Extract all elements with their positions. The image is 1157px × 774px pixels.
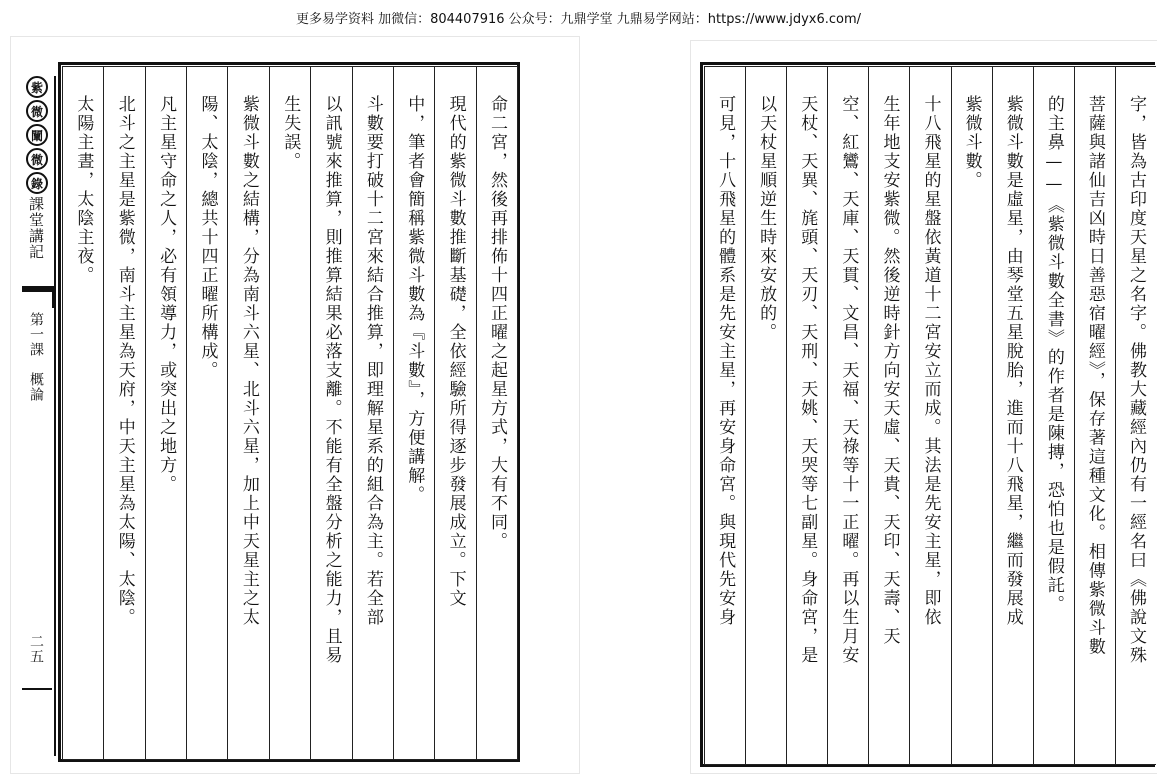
text-column: 的主鼻——《紫微斗數全書》的作者是陳摶，恐怕也是假託。: [1033, 67, 1074, 764]
page-number-rule: [22, 688, 52, 690]
text-column: 可見，十八飛星的體系是先安主星，再安身命宮。與現代先安身: [715, 95, 736, 627]
text-column: 凡主星守命之人，必有領導力，或突出之地方。: [145, 67, 186, 759]
book-title-seals: [26, 76, 48, 194]
text-column: 十八飛星的星盤依黃道十二宮安立而成。其法是先安主星，即依: [909, 67, 950, 764]
text-column: 紫微斗數。: [951, 67, 992, 764]
text-column: 以天杖星順逆生時來安放的。: [745, 67, 786, 764]
text-column: 命二宮，然後再排佈十四正曜之起星方式，大有不同。: [476, 67, 517, 759]
seal-char: 微: [26, 100, 48, 122]
seal-char: 錄: [26, 172, 48, 194]
chapter-title: 第一課 概論: [28, 312, 44, 402]
text-column: 中，筆者會簡稱紫微斗數為『斗數』，方便講解。: [393, 67, 434, 759]
text-column: 北斗之主星是紫微，南斗主星為天府，中天主星為太陽、太陰。: [103, 67, 144, 759]
seal-char: 闡: [26, 124, 48, 146]
text-column: 生失誤。: [269, 67, 310, 759]
text-column: 空、紅鸞、天庫、天貫、文昌、天福、天祿等十一正曜。再以生月安: [827, 67, 868, 764]
seal-char: 微: [26, 148, 48, 170]
text-column: 生年地支安紫微。然後逆時針方向安天虛、天貴、天印、天壽、天: [868, 67, 909, 764]
page-number: 二五: [28, 634, 44, 664]
text-column: 菩薩與諸仙吉凶時日善惡宿曜經》，保存著這種文化。相傳紫微斗數: [1074, 67, 1115, 764]
seal-char: 紫: [26, 76, 48, 98]
text-column: 以訊號來推算，則推算結果必落支離。不能有全盤分析之能力，且易: [310, 67, 351, 759]
course-title: 課堂講記: [27, 196, 45, 260]
left-text-block: [62, 66, 518, 760]
margin-rule: [54, 76, 56, 756]
text-column: 紫微斗數是虛星，由琴堂五星脫胎，進而十八飛星，繼而發展成: [992, 67, 1033, 764]
chapter-tab: [22, 286, 55, 308]
text-column: 太陽主晝，太陰主夜。: [73, 95, 94, 285]
text-column: 斗數要打破十二宮來結合推算，即理解星系的組合為主。若全部: [352, 67, 393, 759]
text-column: 字，皆為古印度天星之名字。佛教大藏經內仍有一經名曰《佛說文殊: [1115, 67, 1156, 764]
right-text-block: [704, 66, 1156, 765]
text-column: 天杖、天異、旄頭、天刃、天刑、天姚、天哭等七副星。身命宮，是: [786, 67, 827, 764]
text-column: 現代的紫微斗數推斷基礎，全依經驗所得逐步發展成立。下文: [434, 67, 475, 759]
text-column: 陽、太陰，總共十四正曜所構成。: [186, 67, 227, 759]
page-header: 更多易学资料 加微信：804407916 公众号：九鼎学堂 九鼎易学网站：https://www.jdyx6.com/: [295, 12, 862, 27]
left-margin: [22, 76, 58, 756]
text-column: 紫微斗數之結構，分為南斗六星、北斗六星，加上中天星主之太: [227, 67, 268, 759]
